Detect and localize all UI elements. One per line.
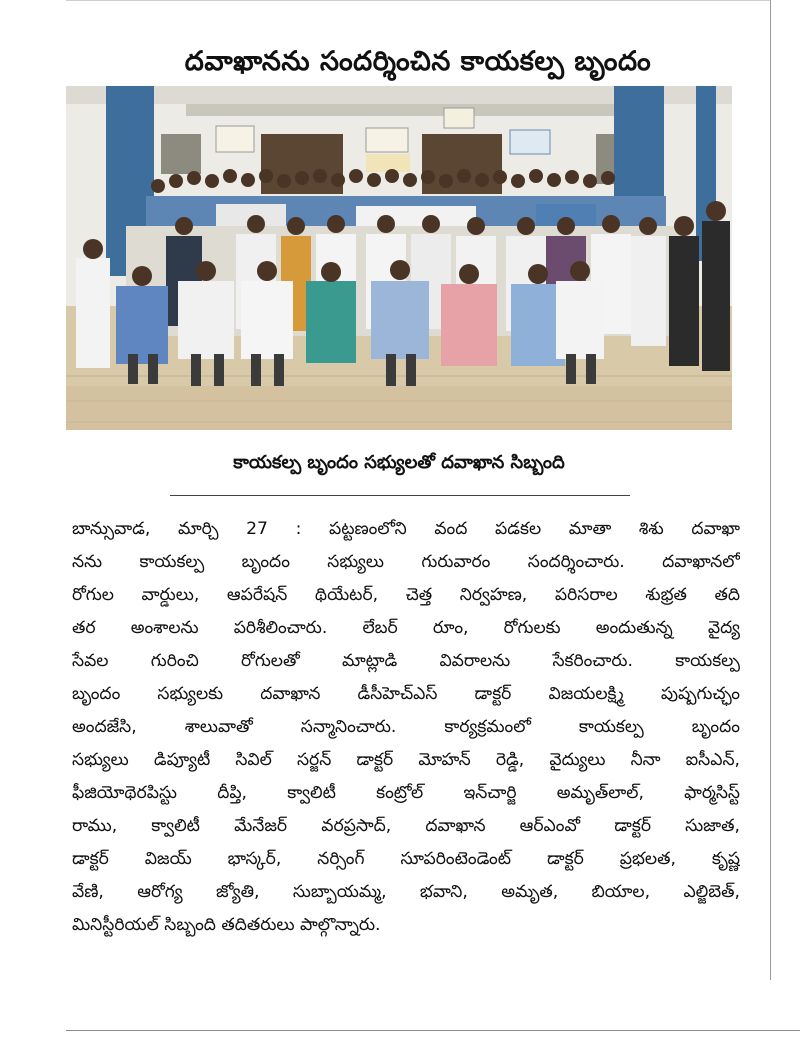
body-line: ఫీజియోథెరపిస్టు దీప్తి, క్వాలిటీ కంట్రోల్ ఇన్‌చార్జి అమృత్‌లాల్, ఫార్మసిస్ట్: [72, 783, 740, 803]
body-line: సభ్యులు డిప్యూటీ సివిల్ సర్జన్ డాక్టర్ మోహన్ రెడ్డి, వైద్యులు నీనా ఐసీఎన్,: [72, 750, 740, 770]
body-line: సేవల గురించి రోగులతో మాట్లాడి వివరాలను సేకరించారు. కాయకల్ప: [72, 651, 740, 671]
headline: దవాఖానను సందర్శించిన కాయకల్ప బృందం: [184, 46, 652, 78]
body-line: బాన్సువాడ, మార్చి 27 : పట్టణంలోని వంద పడకల మాతా శిశు దవాఖా: [72, 519, 740, 539]
body-line: అందజేసి, శాలువాతో సన్మానించారు. కార్యక్రమంలో కాయకల్ప బృందం: [72, 717, 740, 737]
body-line: రోగుల వార్డులు, ఆపరేషన్ థియేటర్, చెత్త నిర్వహణ, పరిసరాల శుభ్రత తది: [72, 585, 740, 605]
body-line: తర అంశాలను పరిశీలించారు. లేబర్ రూం, రోగులకు అందుతున్న వైద్య: [72, 618, 740, 638]
body-line: నను కాయకల్ప బృందం సభ్యులు గురువారం సందర్శించారు. దవాఖానలో: [72, 552, 740, 572]
body-line: బృందం సభ్యులకు దవాఖాన డీసీహెచ్ఎస్ డాక్టర్ విజయలక్ష్మి పుష్పగుచ్ఛం: [72, 684, 740, 704]
bottom-border-rule: [66, 1030, 800, 1031]
photo-caption: కాయకల్ప బృందం సభ్యులతో దవాఖాన సిబ్బంది: [233, 452, 565, 473]
group-photo: [66, 86, 732, 430]
body-line: వేణి, ఆరోగ్య జ్యోతి, సుబ్బాయమ్మ, భవాని, అమృత, బియాల, ఎల్జిబెత్,: [72, 882, 740, 902]
column-border-rule: [770, 0, 771, 980]
body-line: డాక్టర్ విజయ్ భాస్కర్, నర్సింగ్ సూపరింటెండెంట్ డాక్టర్ ప్రభలత, కృష్ణ: [72, 849, 740, 869]
article-body: [72, 513, 740, 942]
top-border-rule: [66, 0, 770, 1]
caption-underline: [170, 495, 630, 496]
body-line: మినిస్టీరియల్ సిబ్బంది తదితరులు పాల్గొన్నారు.: [72, 915, 381, 935]
body-line: రాము, క్వాలిటీ మేనేజర్ వరప్రసాద్, దవాఖాన ఆర్ఎంవో డాక్టర్ సుజాత,: [72, 816, 740, 836]
